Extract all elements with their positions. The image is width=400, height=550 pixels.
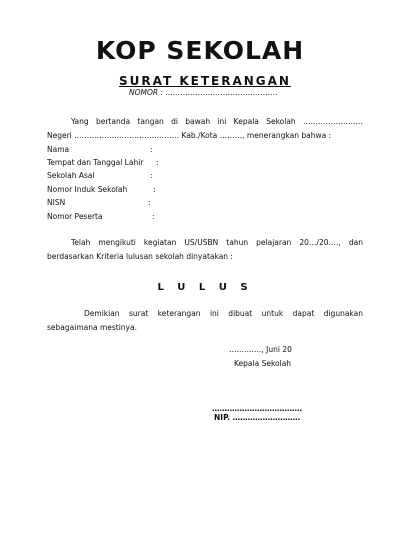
closing-line-2: sebagaimana mestinya. bbox=[47, 323, 137, 332]
field-colon-nis: : bbox=[153, 185, 156, 194]
field-label-nomor-peserta: Nomor Peserta bbox=[47, 212, 103, 221]
intro-line-1: Yang bertanda tangan di bawah ini Kepala Sekolah …………………… bbox=[71, 117, 363, 126]
field-colon-nama: : bbox=[150, 145, 153, 154]
document-title: SURAT KETERANGAN bbox=[119, 74, 291, 88]
statement-line-2: berdasarkan Kriteria lulusan sekolah dinyatakan : bbox=[47, 252, 233, 261]
field-label-nama: Nama bbox=[47, 145, 70, 154]
field-label-nis: Nomor Induk Sekolah bbox=[47, 185, 128, 194]
field-label-nisn: NISN bbox=[47, 198, 66, 207]
statement-line-1: Telah mengikuti kegiatan US/USBN tahun pelajaran 20…/20…., dan bbox=[71, 238, 363, 247]
field-colon-nomor-peserta: : bbox=[152, 212, 155, 221]
field-colon-ttl: : bbox=[156, 158, 159, 167]
result-lulus: L U L U S bbox=[157, 282, 253, 293]
signature-nip: NIP. ……………………… bbox=[214, 413, 301, 422]
field-colon-nisn: : bbox=[148, 198, 151, 207]
closing-line-1: Demikian surat keterangan ini dibuat untuk dapat digunakan bbox=[84, 309, 363, 318]
field-label-ttl: Tempat dan Tanggal Lahir bbox=[47, 158, 144, 167]
field-colon-sekolah-asal: : bbox=[150, 171, 153, 180]
signature-position: Kepala Sekolah bbox=[234, 359, 292, 368]
intro-line-2: Negeri …………………………………… Kab./Kota ………, menerangkan bahwa : bbox=[47, 131, 332, 140]
field-label-sekolah-asal: Sekolah Asal bbox=[47, 171, 95, 180]
letterhead-title: KOP SEKOLAH bbox=[95, 36, 305, 65]
signature-name-line: ……………………………… bbox=[212, 404, 302, 413]
document-number: NOMOR : ……………………………………… bbox=[129, 88, 278, 97]
signature-date: …………., Juni 20 bbox=[229, 345, 292, 354]
